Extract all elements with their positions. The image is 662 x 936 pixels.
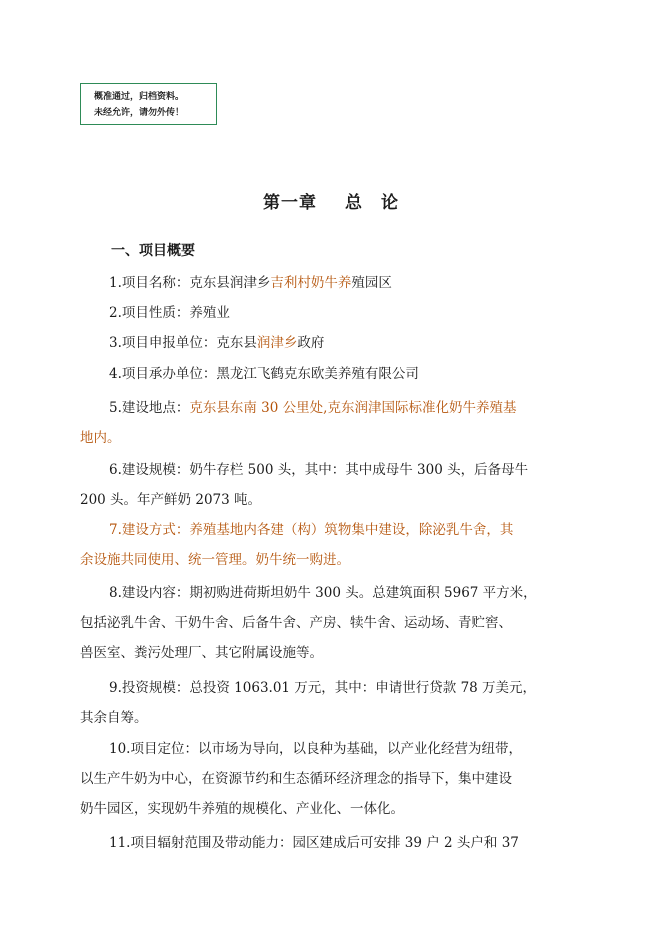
item-9-line-2: 其余自筹。 [80,710,148,726]
item-construction-content [80,578,585,668]
item-2-text: 2.项目性质：养殖业 [109,305,230,321]
item-9-line-1: 9.投资规模：总投资 1063.01 万元，其中：申请世行贷款 78 万美元， [109,680,537,696]
item-scale [80,455,585,515]
item-investment [80,673,585,733]
item-1-highlight: 吉利村奶牛养 [270,275,352,291]
item-6-line-2: 200 头。年产鲜奶 2073 吨。 [80,492,261,508]
item-4-text: 4.项目承办单位：黑龙江飞鹤克东欧美养殖有限公司 [109,366,419,382]
item-1-text-c: 殖园区 [351,275,392,291]
item-6-line-1: 6.建设规模：奶牛存栏 500 头，其中：其中成母牛 300 头，后备母牛 [109,462,529,478]
item-3-text-c: 政府 [297,335,325,351]
item-applicant [80,328,585,358]
item-7-line-1: 7.建设方式：养殖基地内各建（构）筑物集中建设，除泌乳牛舍，其 [109,522,514,538]
item-5-highlight-1: 克东县东南 30 公里处,克东润津国际标准化奶牛养殖基 [189,400,517,416]
chapter-heading [0,188,662,213]
item-radiation-range [80,828,585,858]
chapter-number: 第一章 [263,193,317,213]
chapter-title: 总 论 [345,193,399,213]
item-1-text-a: 1.项目名称：克东县润津乡 [109,275,271,291]
item-10-line-2: 以生产牛奶为中心，在资源节约和生态循环经济理念的指导下，集中建设 [80,771,512,787]
item-positioning [80,734,585,824]
item-project-name [80,268,585,298]
item-8-line-2: 包括泌乳牛舍、干奶牛舍、后备牛舍、产房、犊牛舍、运动场、青贮窖、 [80,615,512,631]
item-contractor [80,359,585,389]
item-8-line-3: 兽医室、粪污处理厂、其它附属设施等。 [80,645,323,661]
item-3-highlight: 润津乡 [256,335,298,351]
item-8-line-1: 8.建设内容：期初购进荷斯坦奶牛 300 头。总建筑面积 5967 平方米， [109,585,537,601]
item-11-line-1: 11.项目辐射范围及带动能力：园区建成后可安排 39 户 2 头户和 37 [109,835,519,851]
item-location [80,393,585,453]
item-5-label: 5.建设地点： [109,400,190,416]
stamp-line-1: 概准通过，归档资料。 [94,92,185,102]
item-7-line-2: 余设施共同使用、统一管理。奶牛统一购进。 [80,552,350,568]
item-construction-method [80,515,585,575]
item-5-highlight-2: 地内。 [80,430,121,446]
item-10-line-1: 10.项目定位：以市场为导向，以良种为基础，以产业化经营为纽带， [109,741,522,757]
stamp-line-2: 未经允许，请勿外传！ [94,108,185,118]
item-3-text-a: 3.项目申报单位：克东县 [109,335,257,351]
approval-stamp [80,83,217,125]
item-10-line-3: 奶牛园区，实现奶牛养殖的规模化、产业化、一体化。 [80,801,404,817]
section-heading: 一、项目概要 [111,243,195,259]
item-project-nature [80,298,585,328]
